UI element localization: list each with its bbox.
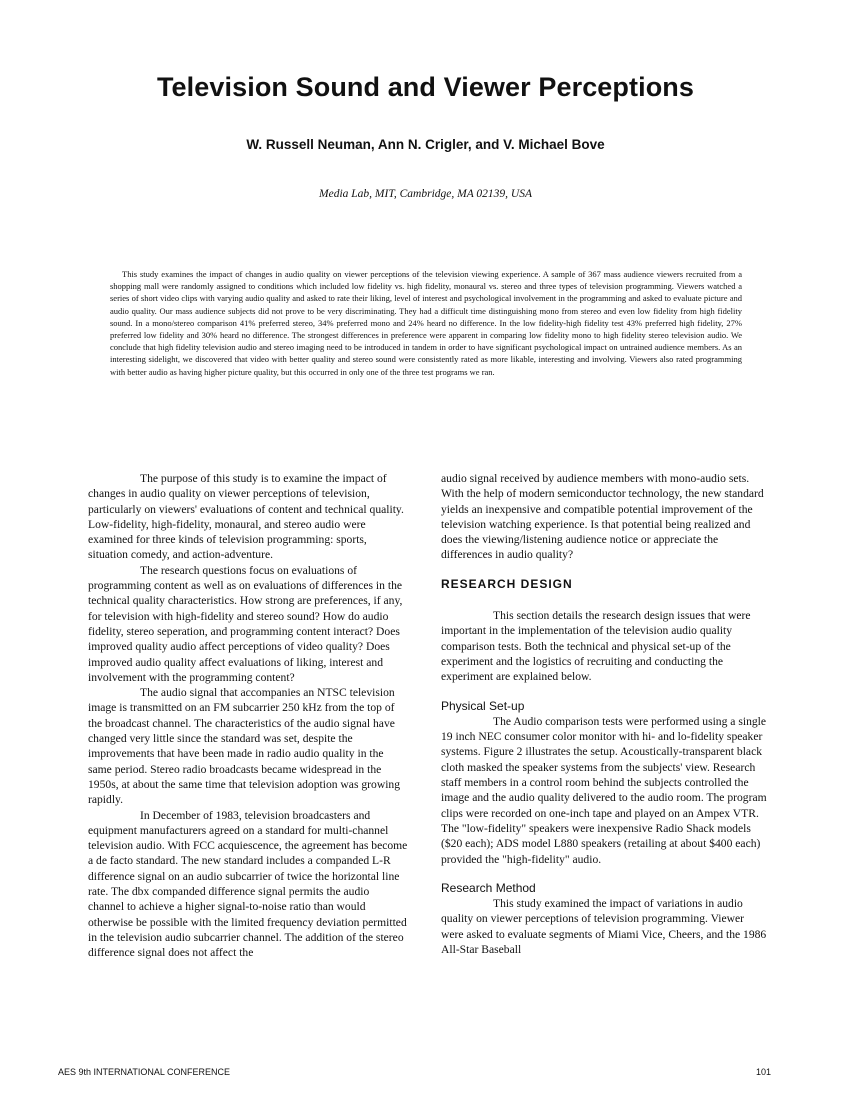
- subsection-heading-research-method: Research Method: [441, 880, 536, 895]
- paper-title: Television Sound and Viewer Perceptions: [156, 72, 695, 102]
- body-paragraph: audio signal received by audience members with mono-audio sets. With the help of modern semiconductor technology, the new standard yields an inexpensive and compatible potential improvement of the television watching experience. Is that potential being realized and does the viewing/listening audience notice or appreciate the differences in audio quality?: [441, 472, 764, 562]
- subsection-heading-physical-setup: Physical Set-up: [441, 698, 525, 713]
- body-paragraph: The Audio comparison tests were performed using a single 19 inch NEC consumer color monitor with hi- and lo-fidelity speaker systems. Figure 2 illustrates the setup. Acoustically-transparent black cloth masked the speaker systems from the subjects' view. Research staff members in a control room behind the subjects controlled the image and the audio quality delivered to the audio room. The program clips were recorded on one-inch tape and played on an Ampex VTR. The "low-fidelity" speakers were inexpensive Radio Shack models ($20 each); ADS model L880 speakers (retailing at about $400 each) provided the "high-fidelity" audio.: [441, 714, 767, 866]
- body-paragraph: The purpose of this study is to examine the impact of changes in audio quality on viewer perceptions of television, particularly on viewers' evaluations of content and technical quality. Low-fidelity, high-fidelity, monaural, and stereo audio were examined for three kinds of television programming: sports, situation comedy, and action-adventure.: [88, 472, 404, 562]
- section-heading-research-design: RESEARCH DESIGN: [441, 576, 573, 591]
- body-paragraph: This section details the research design issues that were important in the implementation of the television audio quality comparison tests. Both the technical and physical set-up of the experiment and the logistics of recruiting and conducting the experiment are explained below.: [441, 609, 751, 684]
- body-paragraph: The audio signal that accompanies an NTSC television image is transmitted on an FM subcarrier 250 kHz from the top of the broadcast channel. The characteristics of the audio signal have changed very little since the standard was set, despite the improvements that have been made in radio audio quality in the same period. Stereo radio broadcasts became widespread in the 1950s, at about the same time that television adoption was growing rapidly.: [88, 686, 401, 807]
- right-column: [441, 471, 769, 957]
- author-affiliation: Media Lab, MIT, Cambridge, MA 02139, USA: [319, 188, 532, 200]
- left-column: [88, 471, 408, 961]
- footer-conference: AES 9th INTERNATIONAL CONFERENCE: [58, 1067, 231, 1077]
- page-number: 101: [756, 1067, 772, 1077]
- abstract: This study examines the impact of changes in audio quality on viewer perceptions of the television viewing experience. A sample of 367 mass audience viewers recruited from a shopping mall were randomly assigned to conditions which included low fidelity vs. high fidelity, monaural vs. stereo and three types of television programming. Viewers watched a series of short video clips with varying audio quality and asked to rate their liking, level of interest and psychological involvement in the programming and asked to evaluate picture and audio quality. Our mass audience subjects did not prove to be very discriminating. They had a difficult time distinguishing mono from stereo and even low fidelity from high fidelity sound. In a mono/stereo comparison 41% preferred stereo, 34% preferred mono and 24% heard no difference. In the low fidelity-high fidelity test 43% preferred high fidelity, 27% preferred low fidelity and 30% heard no difference. The strongest differences in preference were apparent in comparing low fidelity mono to high fidelity stereo television audio. We conclude that high fidelity television audio and stereo imaging need to be introduced in tandem in order to have significant psychological impact on untrained audience members. As an interesting sidelight, we discovered that video with better quality and stereo sound were consistently rated as more likable, interesting and involving. Viewers also rated programming with better audio as having higher picture quality, but this occurred in only one of the three test programs we ran.: [110, 269, 742, 377]
- paper-authors: W. Russell Neuman, Ann N. Crigler, and V. Michael Bove: [246, 137, 605, 152]
- body-paragraph: In December of 1983, television broadcasters and equipment manufacturers agreed on a standard for multi-channel television audio. With FCC acquiescence, the agreement has become a de facto standard. The new standard includes a companded L-R difference signal on an audio subcarrier of twice the horizontal line rate. The dbx companded difference signal permits the audio channel to achieve a higher signal-to-noise ratio than would otherwise be possible with the limited frequency deviation permitted in the television audio subcarrier channel. The addition of the stereo difference signal does not affect the: [88, 808, 408, 960]
- body-paragraph: This study examined the impact of variations in audio quality on viewer perceptions of television programming. Viewer were asked to evaluate segments of Miami Vice, Cheers, and the 1986 All-Star Baseball: [441, 897, 767, 957]
- body-paragraph: The research questions focus on evaluations of programming content as well as on evaluations of differences in the technical quality characteristics. How strong are preferences, if any, for television with high-fidelity and stereo sound? How do audio fidelity, stereo seperation, and programming content interact? Does improved quality audio affect perceptions of video quality? Does improved audio quality affect evaluations of liking, interest and involvement with the programming content?: [88, 563, 403, 684]
